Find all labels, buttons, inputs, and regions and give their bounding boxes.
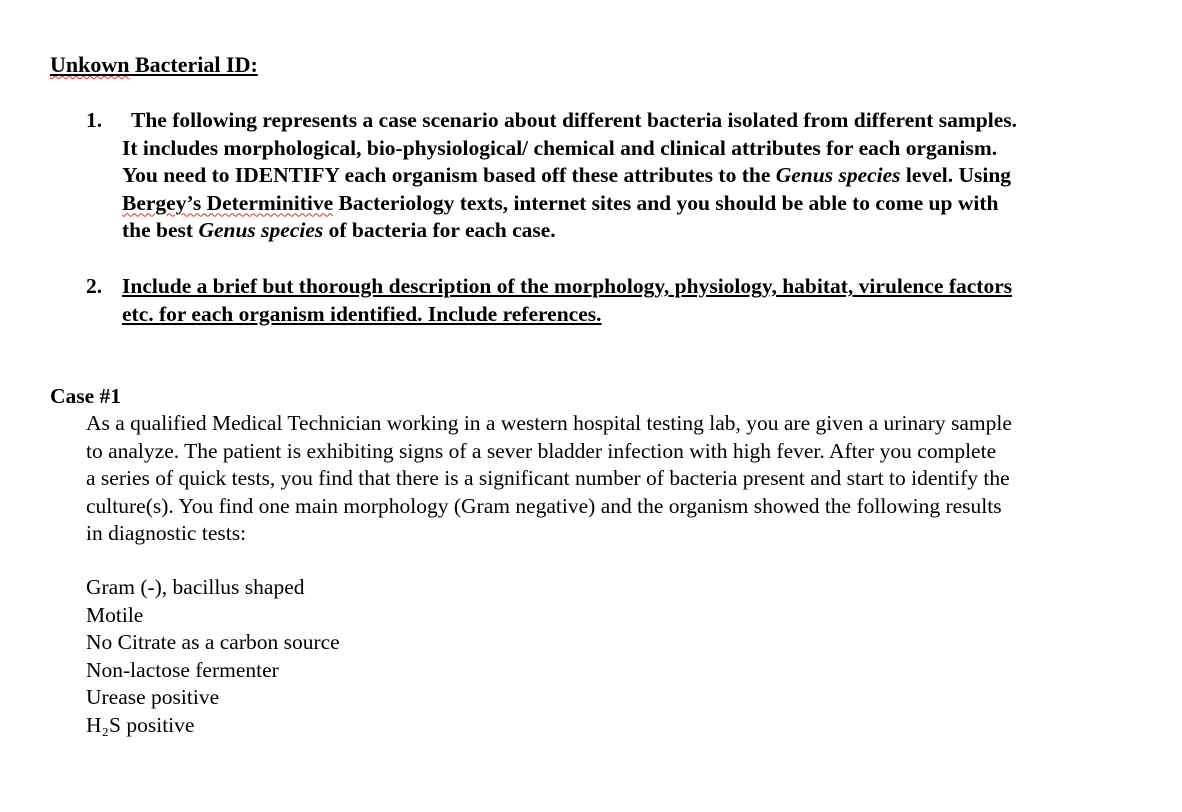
test-results-list xyxy=(86,574,340,739)
result-item: Urease positive xyxy=(86,685,220,709)
text-span: the best xyxy=(122,218,199,242)
result-item: H₂S positive xyxy=(86,712,195,737)
item-number: 2. xyxy=(86,274,103,298)
text-line: a series of quick tests, you find that there is a significant number of bacteria present and start to identify the xyxy=(86,466,1010,490)
text-line: The following represents a case scenario about different bacteria isolated from different samples. xyxy=(131,108,1017,132)
misspelled-word: Unkown xyxy=(50,52,130,77)
text-span: Bacteriology texts, internet sites and you should be able to come up with xyxy=(333,190,999,215)
text-line: culture(s). You find one main morphology (Gram negative) and the organism showed the following results xyxy=(86,493,1002,518)
text-line: Include a brief but thorough description of the morphology, physiology, habitat, virulence factors xyxy=(122,274,1013,298)
text-line xyxy=(122,162,1132,190)
instruction-text-cont xyxy=(122,135,1132,245)
text-line: etc. for each organism identified. Include references. xyxy=(122,301,602,326)
misspelled-phrase: Bergey’s Determinitive xyxy=(122,190,334,215)
result-item: Non-lactose fermenter xyxy=(86,657,279,682)
text-span: level. Using xyxy=(900,163,1012,187)
instruction-text xyxy=(122,273,1132,328)
case-title: Case #1 xyxy=(50,384,122,408)
case-paragraph xyxy=(86,410,1136,548)
italic-term: Genus species xyxy=(198,218,324,242)
text-line xyxy=(122,190,1132,218)
text-span: of bacteria for each case. xyxy=(323,218,556,242)
instruction-text xyxy=(131,107,1141,135)
text-line: It includes morphological, bio-physiological/ chemical and clinical attributes for each organism. xyxy=(122,135,998,160)
item-number: 1. xyxy=(86,108,103,132)
heading-rest: Bacterial ID: xyxy=(129,52,258,77)
text-line: As a qualified Medical Technician working in a western hospital testing lab, you are given a urinary sample xyxy=(86,411,1012,435)
result-item: Gram (-), bacillus shaped xyxy=(86,575,305,599)
italic-term: Genus species xyxy=(775,163,901,187)
result-item: Motile xyxy=(86,602,144,627)
result-item: No Citrate as a carbon source xyxy=(86,630,340,654)
text-line xyxy=(122,217,1132,245)
document-heading xyxy=(50,52,258,78)
text-line: to analyze. The patient is exhibiting signs of a sever bladder infection with high fever. After you complete xyxy=(86,438,997,463)
text-line: in diagnostic tests: xyxy=(86,521,247,545)
text-span: You need to IDENTIFY each organism based off these attributes to the xyxy=(122,163,776,187)
